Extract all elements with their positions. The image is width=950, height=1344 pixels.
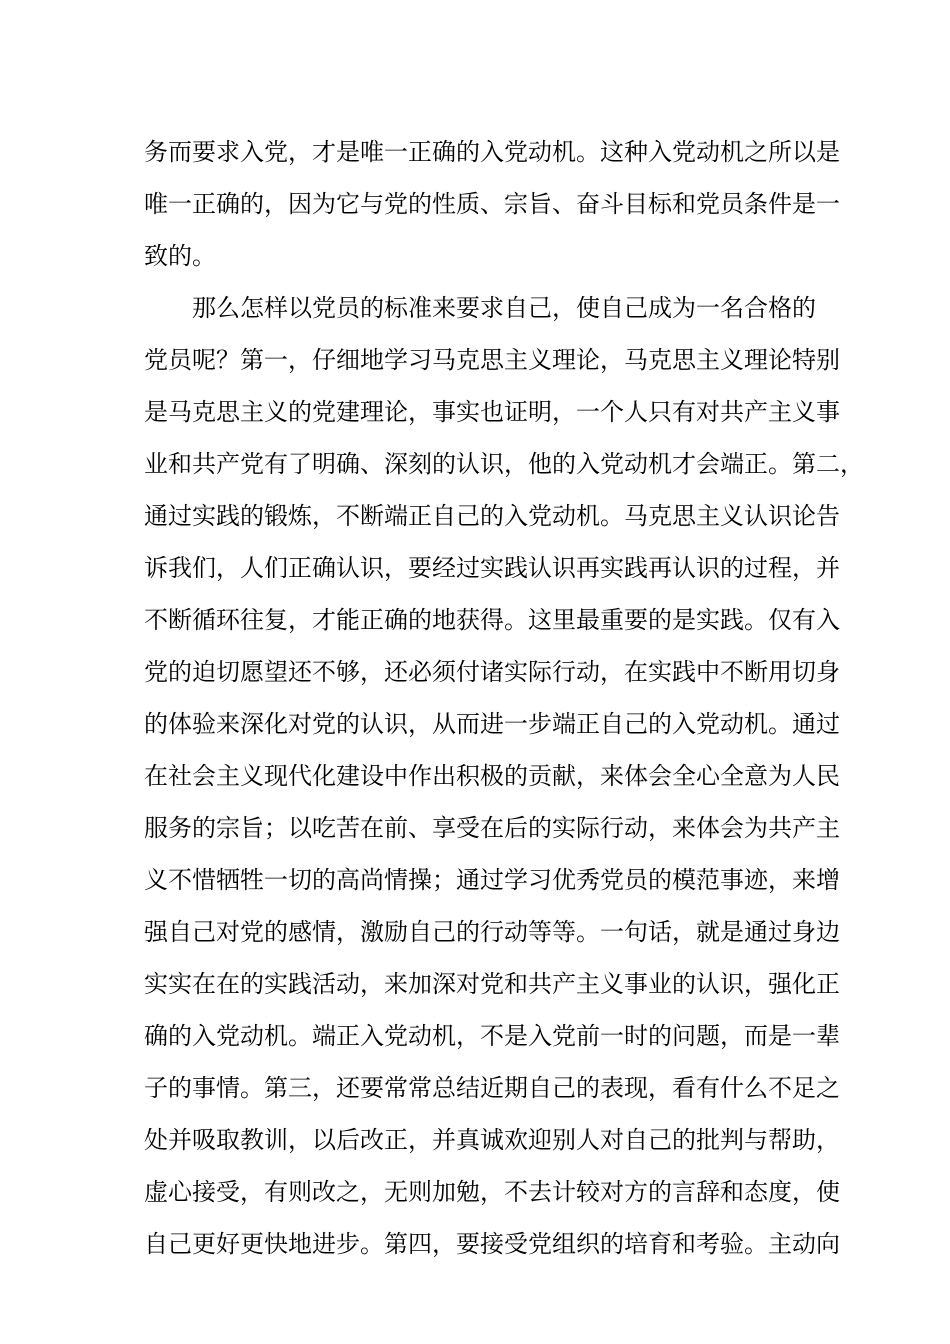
paragraph-1 bbox=[144, 126, 840, 282]
text-line: 强自己对党的感情，激励自己的行动等等。一句话，就是通过身边 bbox=[144, 918, 840, 946]
text-line: 业和共产党有了明确、深刻的认识，他的入党动机才会端正。第二， bbox=[144, 450, 864, 478]
text-line: 的体验来深化对党的认识，从而进一步端正自己的入党动机。通过 bbox=[144, 710, 840, 738]
text-line: 自己更好更快地进步。第四，要接受党组织的培育和考验。主动向 bbox=[144, 1230, 840, 1258]
text-line: 虚心接受，有则改之，无则加勉，不去计较对方的言辞和态度，使 bbox=[144, 1178, 840, 1206]
text-line: 诉我们，人们正确认识，要经过实践认识再实践再认识的过程，并 bbox=[144, 554, 840, 582]
text-line: 通过实践的锻炼，不断端正自己的入党动机。马克思主义认识论告 bbox=[144, 502, 840, 530]
text-line: 实实在在的实践活动，来加深对党和共产主义事业的认识，强化正 bbox=[144, 970, 840, 998]
text-line: 义不惜牺牲一切的高尚情操；通过学习优秀党员的模范事迹，来增 bbox=[144, 866, 840, 894]
text-line: 处并吸取教训，以后改正，并真诚欢迎别人对自己的批判与帮助， bbox=[144, 1126, 840, 1154]
text-line: 子的事情。第三，还要常常总结近期自己的表现，看有什么不足之 bbox=[144, 1074, 840, 1102]
text-line: 唯一正确的，因为它与党的性质、宗旨、奋斗目标和党员条件是一 bbox=[144, 190, 840, 218]
text-line: 不断循环往复，才能正确的地获得。这里最重要的是实践。仅有入 bbox=[144, 606, 840, 634]
paragraph-2 bbox=[144, 282, 864, 1270]
text-line: 确的入党动机。端正入党动机，不是入党前一时的问题，而是一辈 bbox=[144, 1022, 840, 1050]
text-line: 那么怎样以党员的标准来要求自己，使自己成为一名合格的 bbox=[144, 294, 816, 322]
text-line: 务而要求入党，才是唯一正确的入党动机。这种入党动机之所以是 bbox=[144, 138, 840, 166]
text-line: 党的迫切愿望还不够，还必须付诸实际行动，在实践中不断用切身 bbox=[144, 658, 840, 686]
text-line: 服务的宗旨；以吃苦在前、享受在后的实际行动，来体会为共产主 bbox=[144, 814, 840, 842]
text-line: 是马克思主义的党建理论，事实也证明，一个人只有对共产主义事 bbox=[144, 398, 840, 426]
text-line: 致的。 bbox=[144, 242, 216, 270]
text-line: 在社会主义现代化建设中作出积极的贡献，来体会全心全意为人民 bbox=[144, 762, 840, 790]
text-line: 党员呢？第一，仔细地学习马克思主义理论，马克思主义理论特别 bbox=[144, 346, 840, 374]
